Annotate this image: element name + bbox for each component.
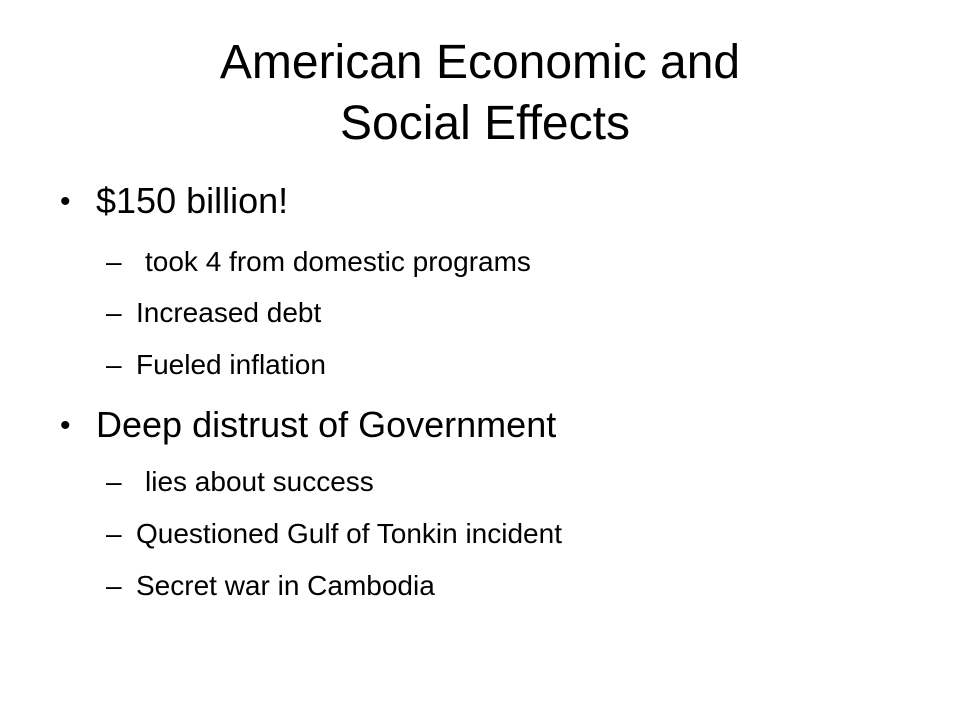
bullet-dot-icon: • [60, 409, 71, 442]
sub-bullet-text: Increased debt [136, 297, 322, 328]
bullet-item [60, 404, 556, 447]
sub-bullet-text: Fueled inflation [136, 349, 326, 380]
sub-bullet-dash-icon: – [106, 466, 122, 497]
slide-title-line-1: American Economic and [219, 36, 741, 89]
bullet-dot-icon: • [60, 185, 71, 218]
sub-bullet-text: Secret war in Cambodia [136, 570, 435, 601]
sub-bullet-dash-icon: – [106, 518, 122, 549]
sub-bullet-item [106, 518, 562, 550]
sub-bullet-dash-icon: – [106, 246, 122, 277]
sub-bullet-text: Questioned Gulf of Tonkin incident [136, 518, 562, 549]
slide-title-line-2: Social Effects [340, 97, 630, 150]
bullet-text: $150 billion! [96, 180, 289, 221]
sub-bullet-item [106, 570, 435, 602]
sub-bullet-dash-icon: – [106, 570, 122, 601]
sub-bullet-text: lies about success [145, 466, 374, 497]
sub-bullet-item [106, 466, 374, 498]
sub-bullet-text: took 4 from domestic programs [145, 246, 531, 277]
bullet-text: Deep distrust of Government [96, 404, 557, 445]
bullet-item [60, 180, 288, 223]
sub-bullet-item [106, 297, 321, 329]
sub-bullet-dash-icon: – [106, 297, 122, 328]
sub-bullet-dash-icon: – [106, 349, 122, 380]
sub-bullet-item [106, 349, 326, 381]
sub-bullet-item [106, 246, 531, 278]
